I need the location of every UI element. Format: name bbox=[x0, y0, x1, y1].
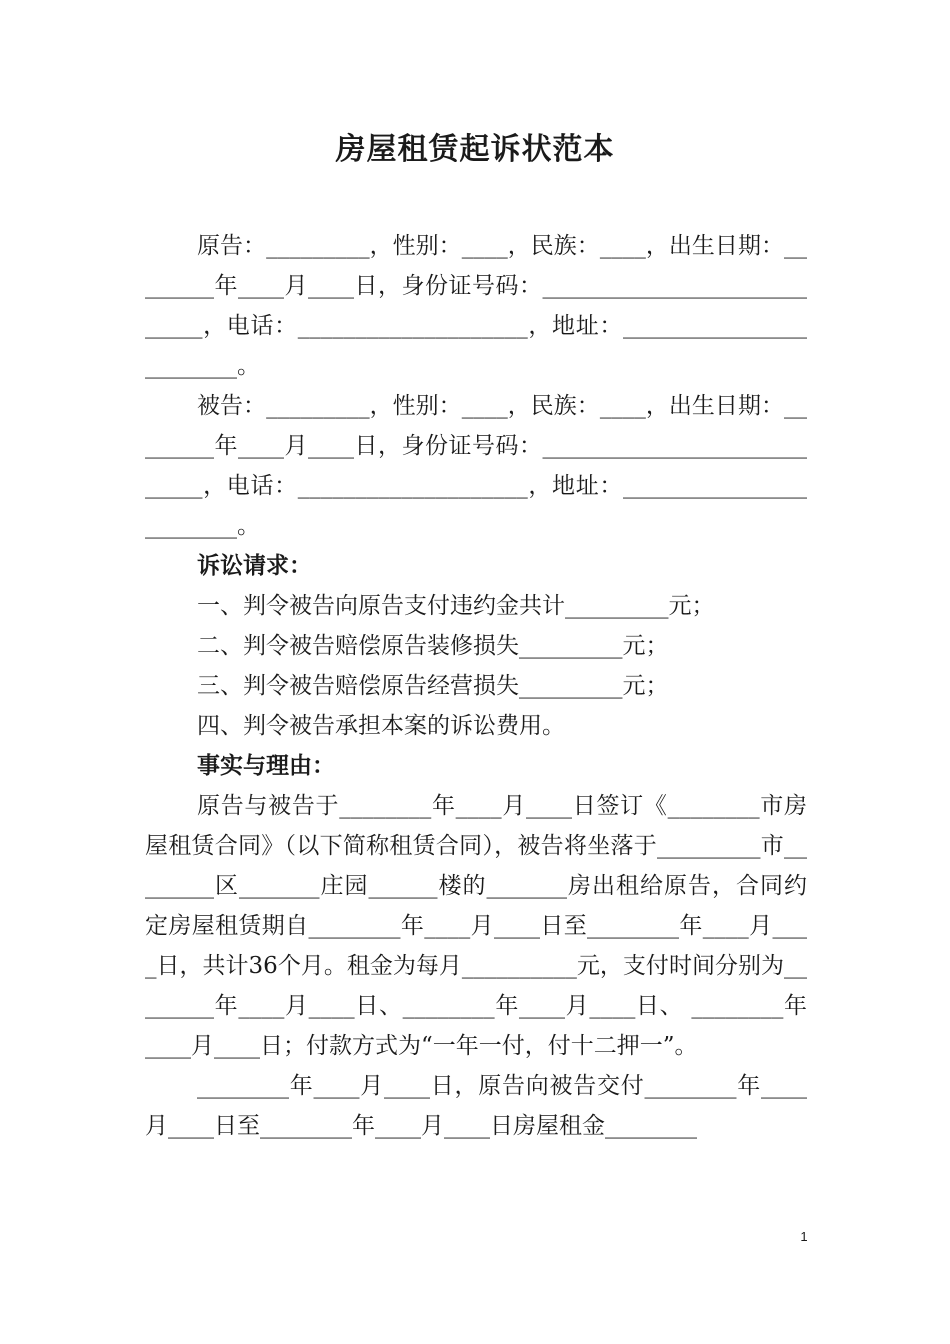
document-body bbox=[145, 226, 807, 1146]
facts-paragraph-2: ________年____月____日，原告向被告交付________年____月____日至________年____月____日房屋租金________ bbox=[145, 1073, 807, 1139]
claim-item-1: 一、判令被告向原告支付违约金共计_________元； bbox=[197, 593, 715, 619]
claim-item-4: 四、判令被告承担本案的诉讼费用。 bbox=[197, 713, 565, 739]
facts-heading: 事实与理由： bbox=[197, 753, 335, 779]
defendant-info-paragraph: 被告：_________，性别：____，民族：____，出生日期：________年____月____日，身份证号码：____________________________，电话：____________________，地址：________________________。 bbox=[145, 393, 807, 539]
page-number: 1 bbox=[800, 1229, 808, 1244]
claim-item-3: 三、判令被告赔偿原告经营损失_________元； bbox=[197, 673, 669, 699]
plaintiff-info-paragraph: 原告：_________，性别：____，民族：____，出生日期：________年____月____日，身份证号码：____________________________，电话：____________________，地址：________________________。 bbox=[145, 233, 807, 379]
claim-item-2: 二、判令被告赔偿原告装修损失_________元； bbox=[197, 633, 669, 659]
page-title: 房屋租赁起诉状范本 bbox=[335, 132, 615, 167]
facts-paragraph-1: 原告与被告于________年____月____日签订《________市房屋租赁合同》（以下简称租赁合同），被告将坐落于_________市________区_______庄园______楼的_______房出租给原告，合同约定房屋租赁期自________年____月____日至________年____月____日，共计36个月。租金为每月__________元，支付时间分别为________年____月____日、________年____月____日、 ________年____月____日；付款方式为“一年一付，付十二押一”。 bbox=[145, 793, 807, 1059]
claims-heading: 诉讼请求： bbox=[197, 553, 312, 579]
